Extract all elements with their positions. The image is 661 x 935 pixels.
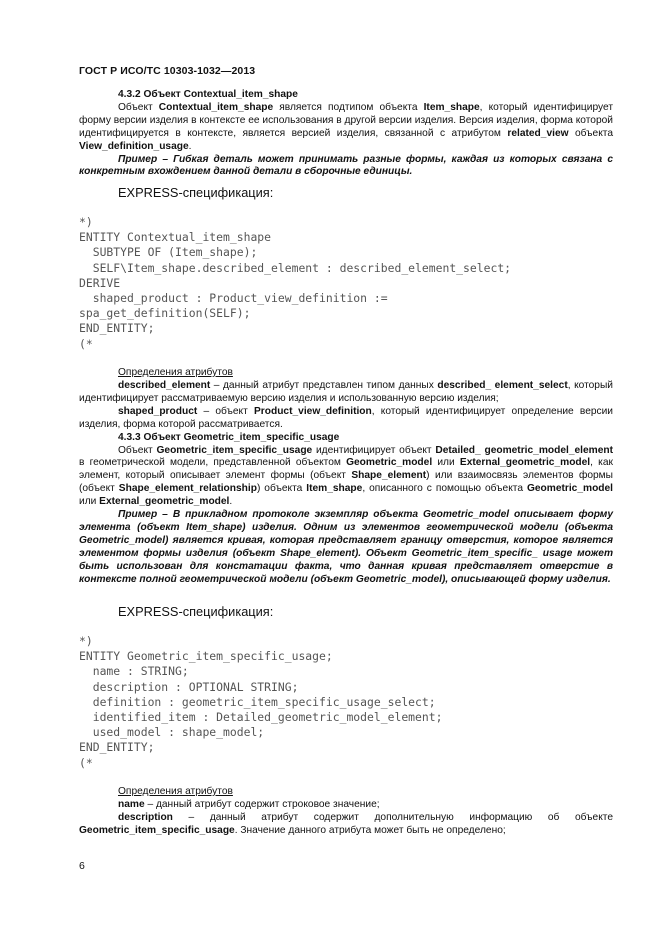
section-4-3-3-attributes: [79, 799, 613, 838]
express-code-block: *) ENTITY Geometric_item_specific_usage; name : STRING; description : OPTIONAL STRING; definition : geometric_item_specific_usage_select; identified_item : Detailed_geometric_model_element; used_model : shape_model; END_ENTITY; (*: [79, 634, 443, 770]
paragraph: Объект Geometric_item_specific_usage идентифицирует объект Detailed_ geometric_model_element в геометрической модели, представленной объектом Geometric_model или External_geometric_model, как элемент, который описывает элемент формы (объект Shape_element) или взаимосвязь элементов формы (объект Shape_element_relationship) объекта Item_shape, описанного с помощью объекта Geometric_model или External_geometric_model.: [79, 444, 614, 508]
express-code-block: *) ENTITY Contextual_item_shape SUBTYPE OF (Item_shape); SELF\Item_shape.described_element : described_element_select; DERIVE shaped_product : Product_view_definition := spa_get_definition(SELF); END_ENTITY; (*: [79, 215, 512, 351]
paragraph: Объект Contextual_item_shape является подтипом объекта Item_shape, который идентифицирует форму версии изделия в контексте ее использования в другой версии изделия. Версия изделия, форма которой идентифицируется в контексте, является версией изделия, связанной с атрибутом related_view объекта View_definition_usage.: [79, 101, 613, 152]
example-note: Пример – Гибкая деталь может принимать разные формы, каждая из которых связана с конкретным вхождением данной детали в сборочные единицы.: [79, 153, 613, 178]
section-heading: 4.3.2 Объект Contextual_item_shape: [118, 89, 298, 100]
example-note: Пример – В прикладном протоколе экземпляр объекта Geometric_model описывает форму элемента (объект Item_shape) изделия. Одним из элементов геометрической модели (объекта Geometric_model) является кривая, которая представляет границу отверстия, которое является элементом формы изделия (объект Shape_element). Объект Geometric_item_specific_ usage может быть использован для констатации факта, что данная кривая представляет отверстие в контексте полной геометрической модели (объект Geometric_model), описывающей форму изделия.: [79, 509, 613, 585]
section-4-3-2-attributes: [79, 380, 613, 587]
express-spec-label: EXPRESS-спецификация:: [118, 604, 274, 619]
attribute-definition: description – данный атрибут содержит дополнительную информацию об объекте Geometric_item_specific_usage. Значение данного атрибута может быть не определено;: [79, 811, 613, 836]
section-heading: 4.3.3 Объект Geometric_item_specific_usage: [118, 431, 340, 443]
section-4-3-2-text: [79, 89, 613, 179]
document-header: ГОСТ Р ИСО/ТС 10303-1032—2013: [79, 65, 256, 77]
attribute-definitions-heading: Определения атрибутов: [118, 367, 233, 378]
express-spec-label: EXPRESS-спецификация:: [118, 185, 274, 200]
attribute-definition: described_element – данный атрибут представлен типом данных described_ element_select, который идентифицирует рассматриваемую версию изделия и использованную версию изделия;: [79, 380, 613, 404]
attribute-definitions-heading: Определения атрибутов: [118, 786, 233, 797]
page-number: 6: [79, 860, 85, 872]
attribute-definition: shaped_product – объект Product_view_definition, который идентифицирует определение версии изделия, форма которой рассматривается.: [79, 405, 614, 430]
attribute-definition: name – данный атрибут содержит строковое значение;: [118, 799, 380, 810]
